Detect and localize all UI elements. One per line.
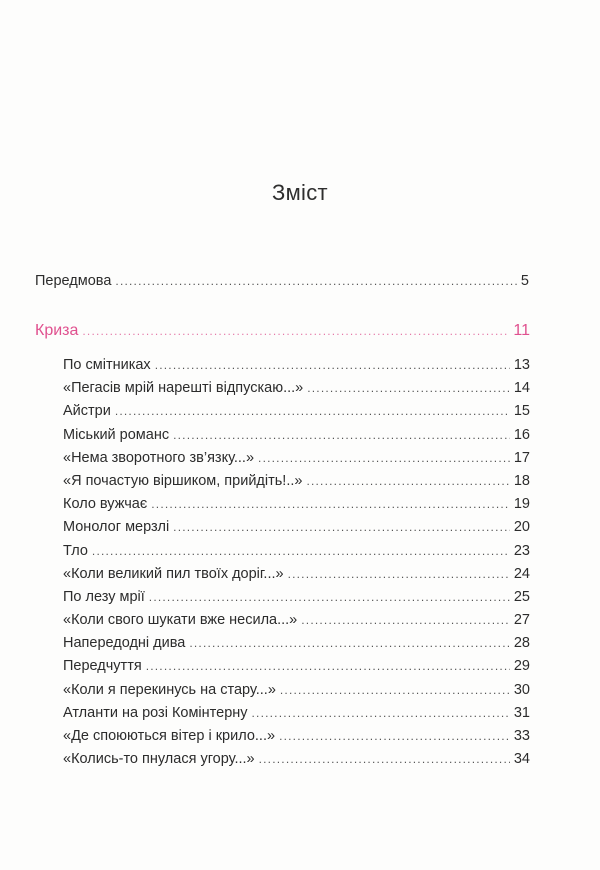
toc-entry[interactable] (63, 542, 530, 565)
toc-entry-label: «Коли свого шукати вже несила...» (63, 612, 298, 629)
toc-page-number: 15 (513, 403, 530, 420)
toc-entry[interactable] (63, 611, 530, 634)
dot-leader (288, 565, 510, 583)
toc-section-label: Криза (35, 322, 79, 339)
dot-leader (115, 402, 510, 420)
dot-leader (252, 704, 510, 722)
toc-entry-label: «Коли я перекинусь на стару...» (63, 681, 276, 698)
toc-entry-label: «Колись-то пнулася угору...» (63, 751, 255, 768)
dot-leader (173, 518, 510, 536)
toc-entry[interactable] (63, 634, 530, 657)
toc-section-heading[interactable] (35, 322, 530, 340)
toc-entry[interactable] (63, 565, 530, 588)
toc-entry[interactable] (63, 356, 530, 379)
toc-entries-list (63, 356, 530, 773)
toc-page-number: 16 (513, 426, 530, 443)
dot-leader (189, 634, 510, 652)
toc-entry-label: Айстри (63, 403, 111, 420)
toc-page-number: 18 (513, 472, 530, 489)
toc-entry-label: Напередодні дива (63, 635, 186, 652)
toc-page-number: 5 (520, 273, 529, 289)
toc-entry-label: Міський романс (63, 426, 170, 443)
toc-page-number: 27 (513, 612, 530, 629)
toc-page-number: 33 (513, 728, 530, 744)
toc-entry-label: Коло вужчає (63, 496, 148, 513)
toc-entry[interactable] (63, 704, 530, 727)
toc-entry-label: По смітниках (63, 357, 151, 373)
toc-entry[interactable] (63, 402, 530, 425)
toc-page-number: 14 (513, 380, 530, 397)
toc-page-number: 34 (513, 751, 530, 768)
dot-leader (306, 472, 509, 490)
toc-entry-label: Передмова (35, 273, 112, 289)
toc-page-number: 30 (513, 681, 530, 698)
toc-entry-label: «Нема зворотного зв’язку...» (63, 449, 255, 466)
toc-page-number: 29 (513, 658, 530, 675)
dot-leader (155, 356, 510, 374)
toc-entry-label: По лезу мрії (63, 588, 145, 605)
dot-leader (115, 272, 517, 290)
toc-entry[interactable] (63, 379, 530, 402)
toc-entry[interactable] (63, 727, 530, 750)
toc-page-number: 31 (513, 704, 530, 721)
toc-entry-label: Монолог мерзлі (63, 519, 170, 536)
toc-page-number: 25 (513, 588, 530, 605)
toc-entry[interactable] (63, 681, 530, 704)
toc-page-number: 19 (513, 496, 530, 513)
toc-page-number: 28 (513, 635, 530, 652)
toc-page-number: 13 (513, 357, 530, 373)
toc-entry-label: Тло (63, 542, 88, 559)
toc-entry-label: «Я почастую віршиком, прийдіть!..» (63, 472, 303, 489)
toc-entry-label: «Коли великий пил твоїх доріг...» (63, 565, 284, 582)
toc-entry[interactable] (63, 449, 530, 472)
dot-leader (279, 727, 510, 745)
toc-entry-label: «Де споюються вітер і крило...» (63, 728, 276, 744)
toc-entry[interactable] (63, 472, 530, 495)
dot-leader (149, 588, 510, 606)
toc-entry[interactable] (63, 426, 530, 449)
toc-page-number: 17 (513, 449, 530, 466)
dot-leader (82, 322, 509, 340)
page-title: Зміст (272, 180, 328, 205)
dot-leader (259, 750, 510, 768)
toc-entry[interactable] (63, 657, 530, 680)
toc-entry[interactable] (63, 518, 530, 541)
dot-leader (151, 495, 510, 513)
toc-entry[interactable] (63, 588, 530, 611)
toc-entry[interactable] (63, 750, 530, 773)
toc-page-number: 24 (513, 565, 530, 582)
dot-leader (307, 379, 510, 397)
toc-entry[interactable] (63, 495, 530, 518)
toc-page-number: 23 (513, 542, 530, 559)
dot-leader (173, 426, 510, 444)
dot-leader (280, 681, 510, 699)
toc-entry-label: Атланти на розі Комінтерну (63, 704, 248, 721)
dot-leader (258, 449, 510, 467)
dot-leader (301, 611, 510, 629)
dot-leader (146, 657, 510, 675)
toc-page-number: 20 (513, 519, 530, 536)
toc-page-number: 11 (513, 322, 530, 339)
toc-entry-label: Передчуття (63, 658, 142, 675)
toc-entry-preface[interactable] (35, 272, 529, 290)
toc-entry-label: «Пегасів мрій нарешті відпускаю...» (63, 380, 304, 397)
dot-leader (92, 542, 510, 560)
